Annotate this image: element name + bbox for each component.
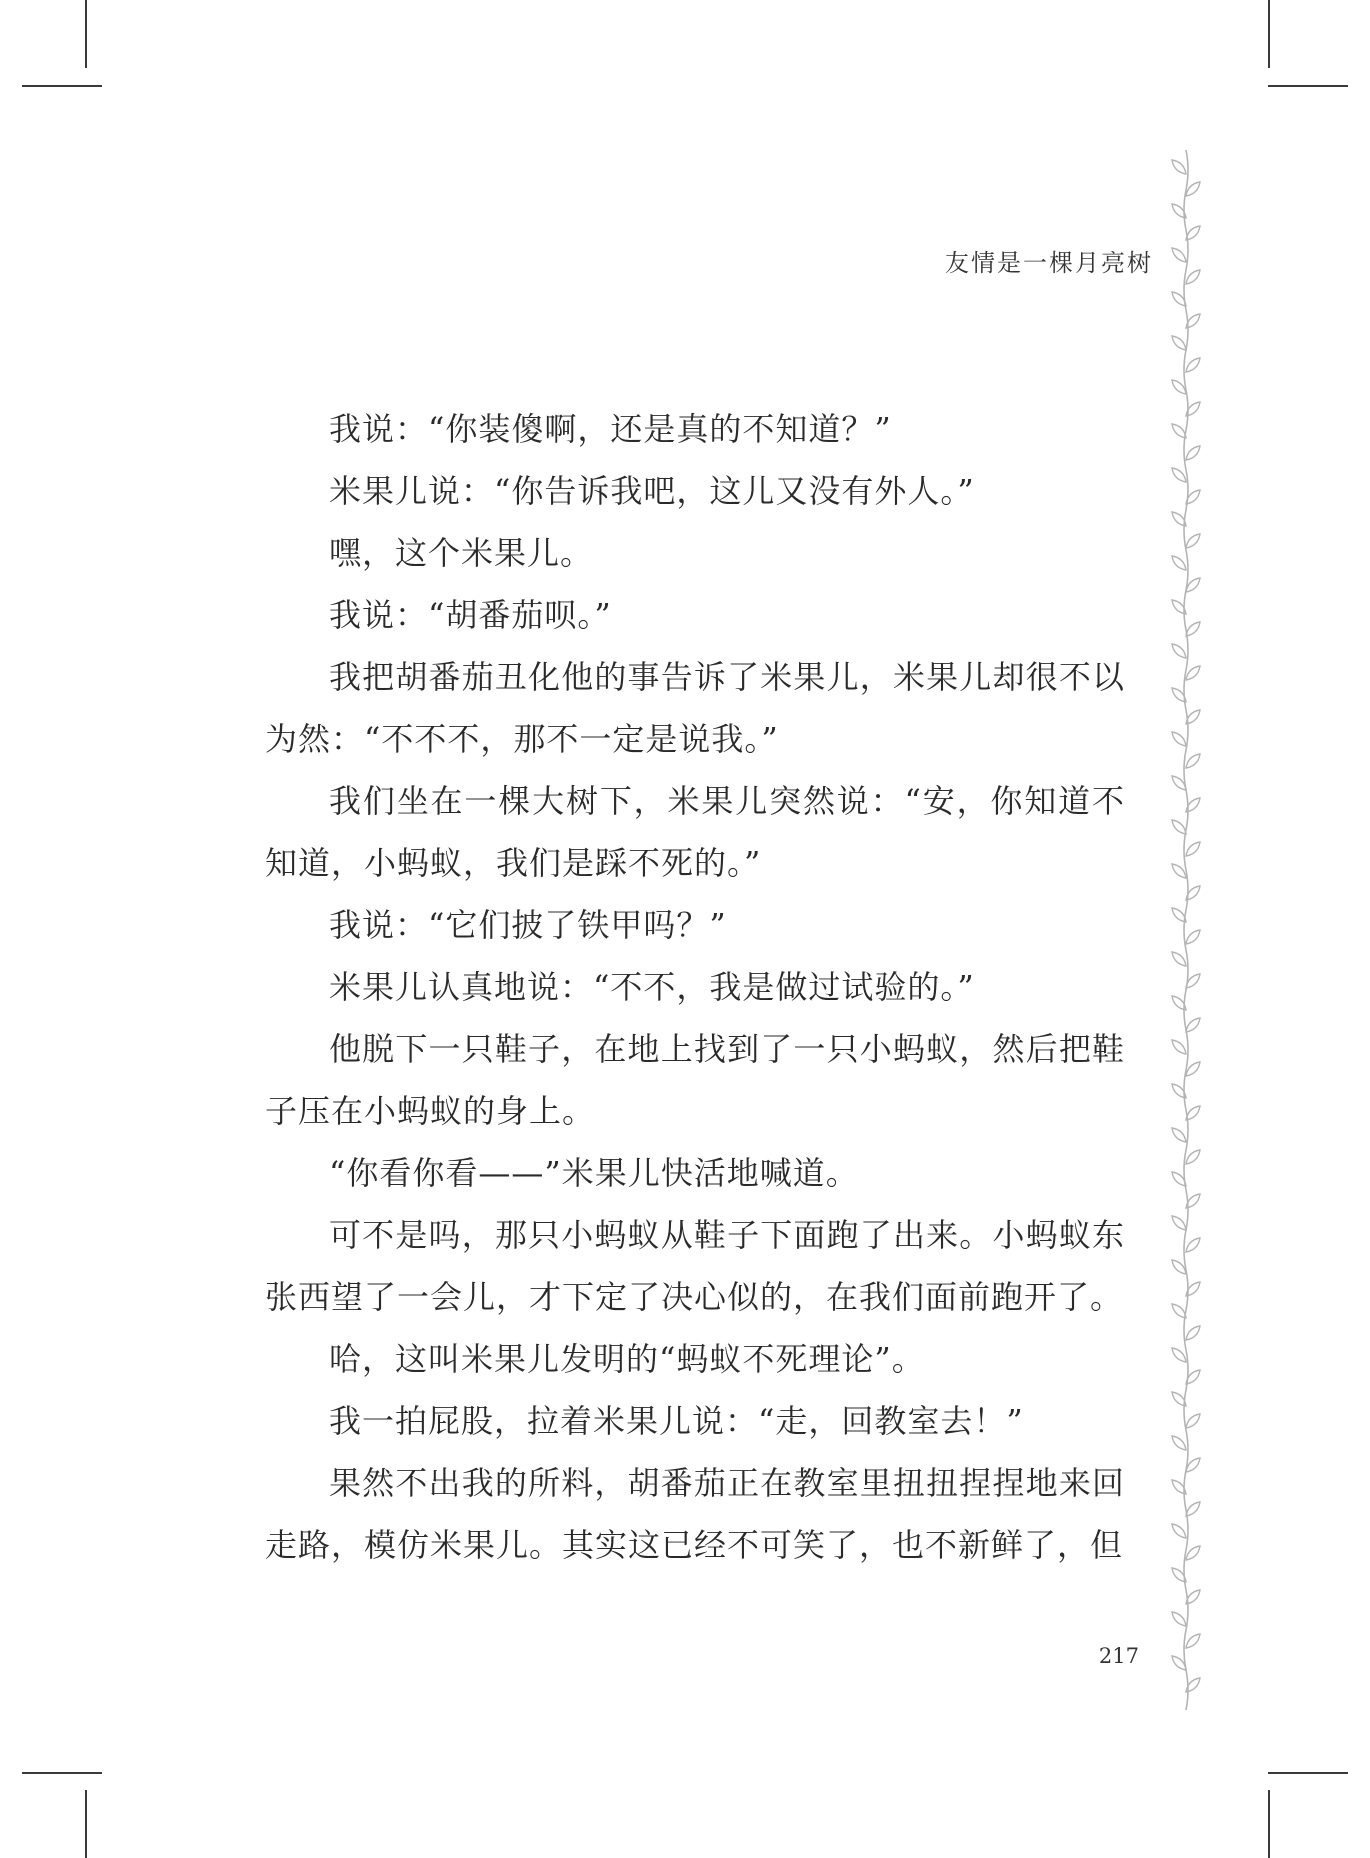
paragraph: 哈，这叫米果儿发明的“蚂蚁不死理论”。: [329, 1340, 925, 1378]
paragraph: 果然不出我的所料，胡番茄正在教室里扭扭捏捏地来回走路，模仿米果儿。其实这已经不可笑了，也不新鲜了，但: [265, 1464, 1125, 1564]
crop-mark-bottom-right-h: [1268, 1772, 1348, 1774]
paragraph: 我一拍屁股，拉着米果儿说：“走，回教室去！”: [329, 1402, 1024, 1440]
paragraph: 我说：“你装傻啊，还是真的不知道？”: [329, 410, 892, 448]
paragraph: 他脱下一只鞋子，在地上找到了一只小蚂蚁，然后把鞋子压在小蚂蚁的身上。: [265, 1030, 1125, 1130]
paragraph: “你看你看——”米果儿快活地喊道。: [329, 1154, 859, 1192]
paragraph: 米果儿认真地说：“不不，我是做过试验的。”: [329, 968, 975, 1006]
running-head: 友情是一棵月亮树: [945, 249, 1153, 277]
crop-mark-top-left-v: [85, 0, 87, 68]
paragraph: 米果儿说：“你告诉我吧，这儿又没有外人。”: [329, 472, 975, 510]
paragraph: 嘿，这个米果儿。: [329, 534, 594, 572]
crop-mark-top-right-h: [1268, 85, 1348, 87]
crop-mark-bottom-right-v: [1268, 1790, 1270, 1858]
body-text: [265, 398, 1125, 1576]
leaf-vine-border-icon: [1166, 150, 1206, 1710]
paragraph: 我把胡番茄丑化他的事告诉了米果儿，米果儿却很不以为然：“不不不，那不一定是说我。”: [265, 658, 1125, 758]
crop-mark-bottom-left-h: [22, 1772, 102, 1774]
crop-mark-top-right-v: [1268, 0, 1270, 68]
crop-mark-bottom-left-v: [85, 1790, 87, 1858]
crop-mark-top-left-h: [22, 85, 102, 87]
page-number: 217: [1098, 1644, 1139, 1668]
paragraph: 我说：“胡番茄呗。”: [329, 596, 612, 634]
paragraph: 我说：“它们披了铁甲吗？”: [329, 906, 727, 944]
paragraph: 可不是吗，那只小蚂蚁从鞋子下面跑了出来。小蚂蚁东张西望了一会儿，才下定了决心似的，在我们面前跑开了。: [265, 1216, 1125, 1316]
paragraph: 我们坐在一棵大树下，米果儿突然说：“安，你知道不知道，小蚂蚁，我们是踩不死的。”: [265, 782, 1125, 882]
